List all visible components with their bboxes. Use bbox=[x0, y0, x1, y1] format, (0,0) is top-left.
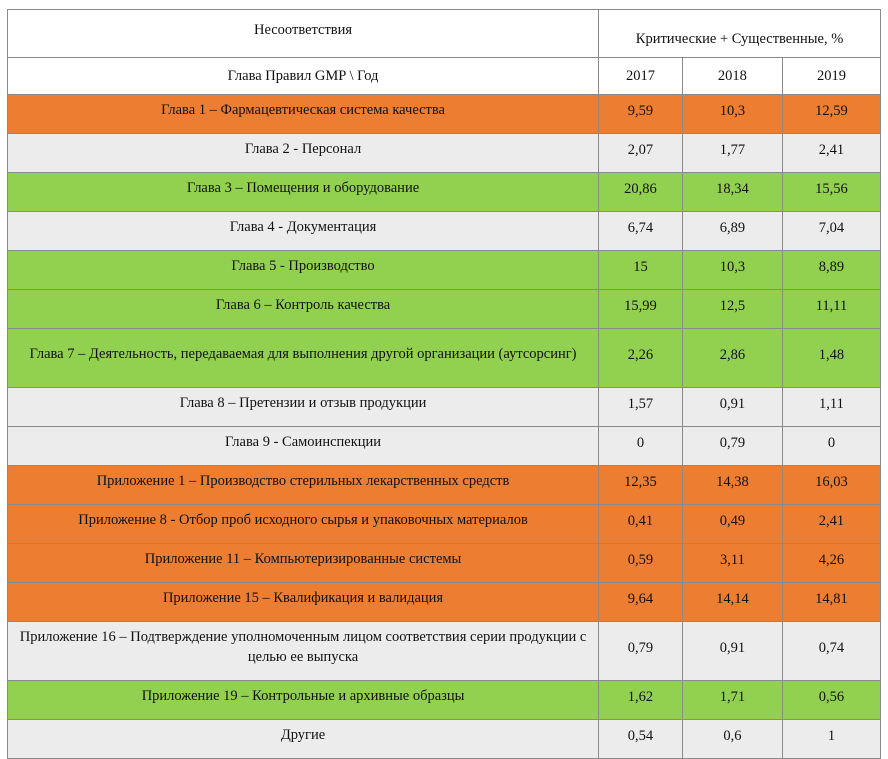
value-2017-cell: 15,99 bbox=[599, 290, 683, 329]
value-2018-cell: 0,6 bbox=[682, 720, 782, 759]
table-body bbox=[8, 10, 881, 759]
row-name-cell: Другие bbox=[8, 720, 599, 759]
value-2017-cell: 2,26 bbox=[599, 329, 683, 388]
value-2018-cell: 0,49 bbox=[682, 505, 782, 544]
table-row bbox=[8, 251, 881, 290]
row-name-cell: Приложение 8 - Отбор проб исходного сырья и упаковочных материалов bbox=[8, 505, 599, 544]
value-2018-cell: 18,34 bbox=[682, 173, 782, 212]
value-2017-cell: 9,59 bbox=[599, 95, 683, 134]
row-name-cell: Приложение 16 – Подтверждение уполномоченным лицом соответствия серии продукции с целью ее выпуска bbox=[8, 622, 599, 681]
header-metric: Критические + Существенные, % bbox=[599, 10, 881, 58]
table-row bbox=[8, 505, 881, 544]
value-2019-cell: 7,04 bbox=[782, 212, 880, 251]
header-year-2017: 2017 bbox=[599, 58, 683, 95]
table-row bbox=[8, 720, 881, 759]
value-2018-cell: 14,14 bbox=[682, 583, 782, 622]
value-2018-cell: 2,86 bbox=[682, 329, 782, 388]
table-row bbox=[8, 95, 881, 134]
value-2019-cell: 1 bbox=[782, 720, 880, 759]
table-row bbox=[8, 134, 881, 173]
value-2018-cell: 10,3 bbox=[682, 95, 782, 134]
value-2019-cell: 12,59 bbox=[782, 95, 880, 134]
value-2019-cell: 8,89 bbox=[782, 251, 880, 290]
row-name-cell: Приложение 15 – Квалификация и валидация bbox=[8, 583, 599, 622]
value-2019-cell: 1,11 bbox=[782, 388, 880, 427]
table-row bbox=[8, 544, 881, 583]
value-2018-cell: 0,91 bbox=[682, 622, 782, 681]
value-2017-cell: 0,79 bbox=[599, 622, 683, 681]
value-2017-cell: 9,64 bbox=[599, 583, 683, 622]
header-chapter-year: Глава Правил GMP \ Год bbox=[8, 58, 599, 95]
value-2017-cell: 0 bbox=[599, 427, 683, 466]
value-2017-cell: 0,41 bbox=[599, 505, 683, 544]
value-2019-cell: 2,41 bbox=[782, 505, 880, 544]
table-row bbox=[8, 173, 881, 212]
table-row bbox=[8, 388, 881, 427]
row-name-cell: Глава 6 – Контроль качества bbox=[8, 290, 599, 329]
value-2019-cell: 4,26 bbox=[782, 544, 880, 583]
table-row bbox=[8, 212, 881, 251]
value-2018-cell: 6,89 bbox=[682, 212, 782, 251]
header-nonconformities: Несоответствия bbox=[8, 10, 599, 58]
row-name-cell: Глава 7 – Деятельность, передаваемая для выполнения другой организации (аутсорсинг) bbox=[8, 329, 599, 388]
value-2017-cell: 20,86 bbox=[599, 173, 683, 212]
value-2018-cell: 14,38 bbox=[682, 466, 782, 505]
table-row bbox=[8, 681, 881, 720]
header-year-2018: 2018 bbox=[682, 58, 782, 95]
row-name-cell: Приложение 11 – Компьютеризированные системы bbox=[8, 544, 599, 583]
value-2018-cell: 3,11 bbox=[682, 544, 782, 583]
header-year-2019: 2019 bbox=[782, 58, 880, 95]
table-row bbox=[8, 427, 881, 466]
value-2018-cell: 1,71 bbox=[682, 681, 782, 720]
value-2018-cell: 0,91 bbox=[682, 388, 782, 427]
value-2018-cell: 1,77 bbox=[682, 134, 782, 173]
value-2019-cell: 2,41 bbox=[782, 134, 880, 173]
table-row bbox=[8, 290, 881, 329]
row-name-cell: Глава 3 – Помещения и оборудование bbox=[8, 173, 599, 212]
value-2019-cell: 0,56 bbox=[782, 681, 880, 720]
value-2019-cell: 16,03 bbox=[782, 466, 880, 505]
value-2019-cell: 11,11 bbox=[782, 290, 880, 329]
value-2019-cell: 0,74 bbox=[782, 622, 880, 681]
table-row bbox=[8, 583, 881, 622]
value-2019-cell: 14,81 bbox=[782, 583, 880, 622]
value-2019-cell: 1,48 bbox=[782, 329, 880, 388]
row-name-cell: Глава 5 - Производство bbox=[8, 251, 599, 290]
table-row bbox=[8, 622, 881, 681]
value-2017-cell: 1,57 bbox=[599, 388, 683, 427]
table-row bbox=[8, 466, 881, 505]
value-2019-cell: 0 bbox=[782, 427, 880, 466]
table-row bbox=[8, 329, 881, 388]
value-2017-cell: 6,74 bbox=[599, 212, 683, 251]
value-2018-cell: 12,5 bbox=[682, 290, 782, 329]
value-2017-cell: 0,54 bbox=[599, 720, 683, 759]
row-name-cell: Глава 1 – Фармацевтическая система качества bbox=[8, 95, 599, 134]
value-2018-cell: 0,79 bbox=[682, 427, 782, 466]
value-2017-cell: 0,59 bbox=[599, 544, 683, 583]
document-table-container bbox=[7, 9, 881, 759]
value-2017-cell: 12,35 bbox=[599, 466, 683, 505]
value-2018-cell: 10,3 bbox=[682, 251, 782, 290]
value-2017-cell: 1,62 bbox=[599, 681, 683, 720]
row-name-cell: Глава 4 - Документация bbox=[8, 212, 599, 251]
value-2019-cell: 15,56 bbox=[782, 173, 880, 212]
row-name-cell: Приложение 1 – Производство стерильных лекарственных средств bbox=[8, 466, 599, 505]
row-name-cell: Глава 8 – Претензии и отзыв продукции bbox=[8, 388, 599, 427]
row-name-cell: Приложение 19 – Контрольные и архивные образцы bbox=[8, 681, 599, 720]
header-row-1 bbox=[8, 10, 881, 58]
header-row-2 bbox=[8, 58, 881, 95]
value-2017-cell: 2,07 bbox=[599, 134, 683, 173]
row-name-cell: Глава 2 - Персонал bbox=[8, 134, 599, 173]
row-name-cell: Глава 9 - Самоинспекции bbox=[8, 427, 599, 466]
gmp-nonconformity-table bbox=[7, 9, 881, 759]
value-2017-cell: 15 bbox=[599, 251, 683, 290]
